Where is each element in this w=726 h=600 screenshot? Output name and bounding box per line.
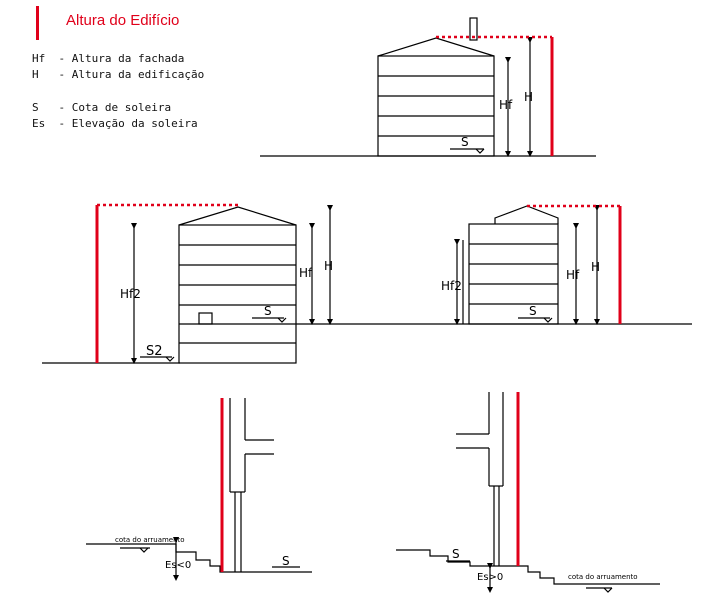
red-height-marker-2: [97, 205, 238, 363]
es-negative-label: Es<0: [165, 560, 192, 571]
s-label: S: [282, 554, 290, 568]
legend-text: Cota de soleira: [71, 101, 172, 114]
hf2-label: Hf2: [441, 279, 462, 293]
roof: [179, 207, 296, 225]
legend-abbr: H: [32, 68, 39, 81]
h-label: H: [591, 260, 601, 274]
s-label: S: [452, 547, 460, 561]
diagram-building-3: [457, 206, 692, 324]
page-title: Altura do Edifício: [66, 12, 180, 29]
legend-abbr: Es: [32, 117, 46, 130]
legend-item-hf: Hf - Altura da fachada: [32, 52, 185, 65]
diagram-building-2: [42, 207, 468, 363]
hf2-label: Hf2: [120, 287, 141, 301]
s-label: S: [461, 135, 469, 149]
roof: [378, 38, 494, 56]
s-label: S: [529, 304, 537, 318]
legend-abbr: S: [32, 101, 39, 114]
hf-label: Hf: [299, 266, 313, 280]
building-body: [469, 224, 558, 324]
es-positive-label: Es>0: [477, 572, 504, 583]
building-body: [179, 225, 296, 363]
diagram-section-es-positive: [396, 392, 660, 592]
building-body: [378, 56, 494, 156]
hf-label: Hf: [566, 268, 580, 282]
h-label: H: [324, 259, 334, 273]
legend-text: Altura da edificação: [71, 68, 205, 81]
door: [199, 313, 212, 324]
legend-abbr: Hf: [32, 52, 46, 65]
legend-item-es: Es - Elevação da soleira: [32, 117, 198, 130]
roof: [495, 206, 558, 224]
street-label: cota do arruamento: [568, 573, 638, 581]
h-label: H: [524, 90, 534, 104]
legend-text: Elevação da soleira: [71, 117, 198, 130]
street-label: cota do arruamento: [115, 536, 185, 544]
legend-text: Altura da fachada: [71, 52, 185, 65]
hf-label: Hf: [499, 98, 513, 112]
legend-item-h: H - Altura da edificação: [32, 68, 205, 81]
diagram-building-1: [260, 18, 596, 156]
diagram-section-es-negative: [86, 398, 312, 578]
legend-item-s: S - Cota de soleira: [32, 101, 172, 114]
s-label: S: [264, 304, 272, 318]
s2-label: S2: [146, 344, 163, 359]
